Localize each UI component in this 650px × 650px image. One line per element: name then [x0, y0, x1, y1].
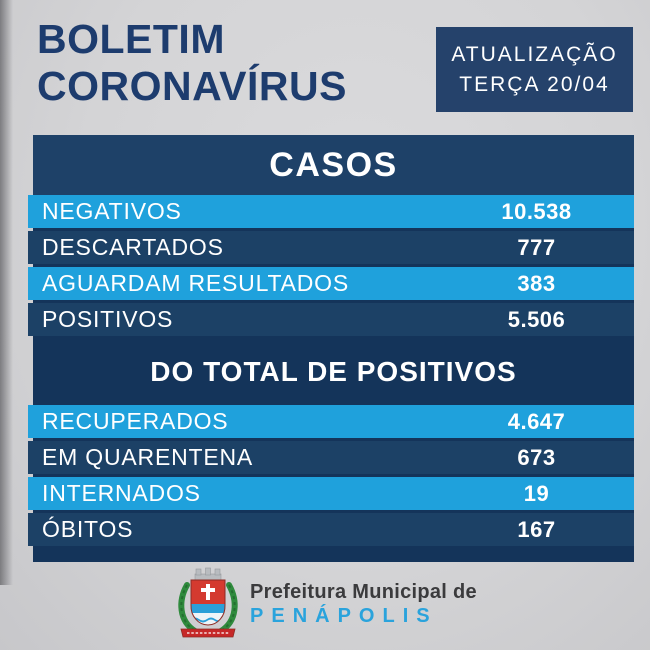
row-label: NEGATIVOS	[42, 198, 182, 224]
table-row	[28, 405, 634, 438]
section-header-casos: CASOS	[33, 135, 634, 195]
page-title-line1: BOLETIM	[37, 16, 225, 62]
org-name: Prefeitura Municipal de	[250, 580, 477, 603]
page-title-line2: CORONAVÍRUS	[37, 63, 347, 109]
row-label: RECUPERADOS	[42, 408, 229, 434]
table-row	[28, 477, 634, 510]
page-title	[37, 16, 347, 110]
row-value: 777	[517, 234, 556, 260]
row-label: EM QUARENTENA	[42, 444, 254, 470]
row-label: AGUARDAM RESULTADOS	[42, 270, 350, 296]
row-value: 167	[517, 516, 556, 542]
left-edge-shadow	[0, 0, 13, 585]
footer-text	[250, 581, 477, 628]
table-row	[28, 195, 634, 228]
row-value: 19	[523, 480, 550, 506]
table-row	[28, 267, 634, 300]
row-label: DESCARTADOS	[42, 234, 224, 260]
row-value: 383	[517, 270, 556, 296]
table-row	[28, 303, 634, 336]
update-date: TERÇA 20/04	[459, 72, 610, 96]
update-label: ATUALIZAÇÃO	[451, 42, 618, 66]
city-crest-icon	[173, 567, 243, 641]
update-date-badge	[436, 27, 633, 112]
cases-table-panel	[33, 135, 634, 562]
table-row	[28, 231, 634, 264]
table-row	[28, 513, 634, 546]
row-label: ÓBITOS	[42, 516, 134, 542]
row-value: 4.647	[507, 408, 566, 434]
table-row	[28, 441, 634, 474]
row-value: 10.538	[501, 198, 572, 224]
row-value: 5.506	[507, 306, 566, 332]
section-header-positivos: DO TOTAL DE POSITIVOS	[150, 356, 517, 387]
city-name: PENÁPOLIS	[250, 604, 438, 627]
footer-logo-lockup	[0, 567, 650, 641]
row-label: POSITIVOS	[42, 306, 174, 332]
row-label: INTERNADOS	[42, 480, 201, 506]
row-value: 673	[517, 444, 556, 470]
